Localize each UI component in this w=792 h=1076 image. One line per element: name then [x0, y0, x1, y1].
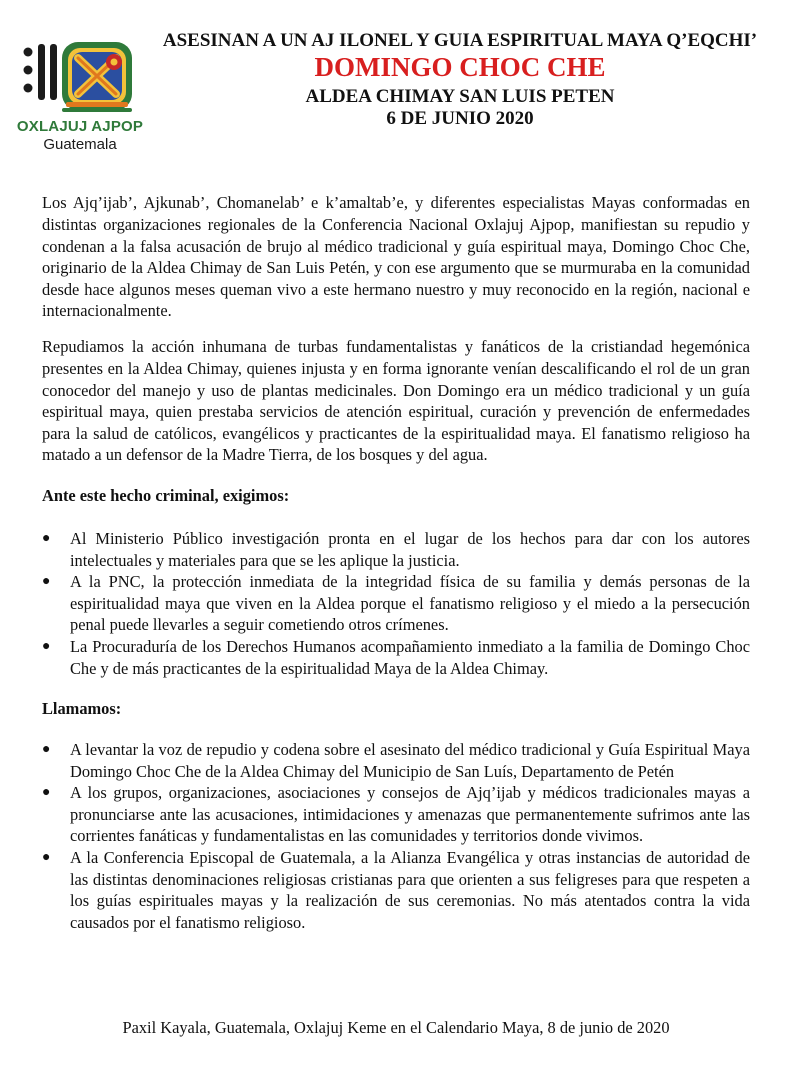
logo-country: Guatemala — [43, 136, 117, 153]
list-item-text: La Procuraduría de los Derechos Humanos acompañamiento inmediato a la familia de Domingo Choc Che y de más practicantes de la espiritualidad Maya de la Aldea Chimay. — [70, 636, 750, 678]
list-item-text: A levantar la voz de repudio y codena sobre el asesinato del médico tradicional y Guía Espiritual Maya Domingo Choc Che de la Aldea Chimay del Municipio de San Luís, Departamento de Petén — [70, 740, 750, 781]
list-item-text: Al Ministerio Público investigación pronta en el lugar de los hechos para dar con los autores intelectuales y materiales para que se les aplique la justicia. — [70, 529, 750, 570]
list-item — [42, 528, 750, 571]
organization-logo — [14, 40, 144, 155]
body-paragraph-2: Repudiamos la acción inhumana de turbas fundamentalistas y fanáticos de la cristiandad hegemónica presentes en la Aldea Chimay, quienes injusta y en forma ignorante venían descalificando el rol de un gran conocedor del manejo y uso de plantas medicinales. Don Domingo era un médico tradicional y un guía espiritual maya, quien prestaba servicios de atención espiritual, curación y prevención de enfermedades para la salud de católicos, evangélicos y practicantes de la espiritualidad maya. El fanatismo religioso ha matado a un defensor de la Madre Tierra, de los bosques y del agua. — [42, 337, 750, 465]
calls-heading: Llamamos: — [42, 699, 122, 718]
list-item — [42, 847, 750, 933]
bullet-icon: ● — [42, 742, 51, 757]
headline-victim-name: DOMINGO CHOC CHE — [314, 52, 606, 82]
demands-list — [42, 528, 750, 679]
list-item-text: A los grupos, organizaciones, asociaciones y consejos de Ajq’ijab y médicos tradicionales mayas a pronunciarse ante las acusaciones, intimidaciones y amenazas que permanentemente sufrimos ante las corrientes fanáticas y fundamentalistas en las comunidades y territorios donde vivimos. — [70, 783, 750, 846]
list-item — [42, 782, 750, 847]
bullet-icon: ● — [42, 785, 51, 801]
headline-line-1: ASESINAN A UN AJ ILONEL Y GUIA ESPIRITUAL MAYA Q’EQCHI’ — [162, 30, 758, 51]
signature-footer: Paxil Kayala, Guatemala, Oxlajuj Keme en el Calendario Maya, 8 de junio de 2020 — [122, 1018, 670, 1037]
headline-location: ALDEA CHIMAY SAN LUIS PETEN — [305, 86, 615, 107]
headline-date: 6 DE JUNIO 2020 — [386, 108, 534, 129]
logo-name: OXLAJUJ AJPOP — [16, 118, 144, 135]
bullet-icon: ● — [42, 849, 51, 865]
list-item-text: A la Conferencia Episcopal de Guatemala, a la Alianza Evangélica y otras instancias de autoridad de las distintas denominaciones religiosas cristianas para que orienten a sus feligreses para que respeten a los guías espirituales mayas y la realización de sus ceremonias. No más atentados contra la vida causados por el fanatismo religioso. — [70, 847, 750, 932]
bullet-icon: ● — [42, 574, 51, 590]
demands-heading: Ante este hecho criminal, exigimos: — [42, 486, 290, 505]
oxlajuj-ajpop-emblem-icon — [22, 40, 138, 118]
bullet-icon: ● — [42, 531, 51, 546]
bullet-icon: ● — [42, 638, 51, 654]
list-item — [42, 636, 750, 679]
calls-list — [42, 739, 750, 933]
body-paragraph-1: Los Ajq’ijab’, Ajkunab’, Chomanelab’ e k’amaltab’e, y diferentes especialistas Mayas conformadas en distintas organizaciones regionales de la Conferencia Nacional Oxlajuj Ajpop, manifiestan su repudio y condenan a la falsa acusación de brujo al médico tradicional y guía espiritual maya, Domingo Choc Che, originario de la Aldea Chimay de San Luis Petén, y con ese argumento que se murmuraba en la comunidad desde hace algunos meses queman vivo a este hermano nuestro y muy reconocido en la región, nacional e internacionalmente. — [42, 193, 750, 321]
list-item — [42, 571, 750, 636]
list-item-text: A la PNC, la protección inmediata de la integridad física de su familia y demás personas de la espiritualidad maya que viven en la Aldea porque el fanatismo religioso y el miedo a la persecución penal puede llevarles a seguir cometiendo otros crímenes. — [70, 572, 750, 635]
list-item — [42, 739, 750, 782]
